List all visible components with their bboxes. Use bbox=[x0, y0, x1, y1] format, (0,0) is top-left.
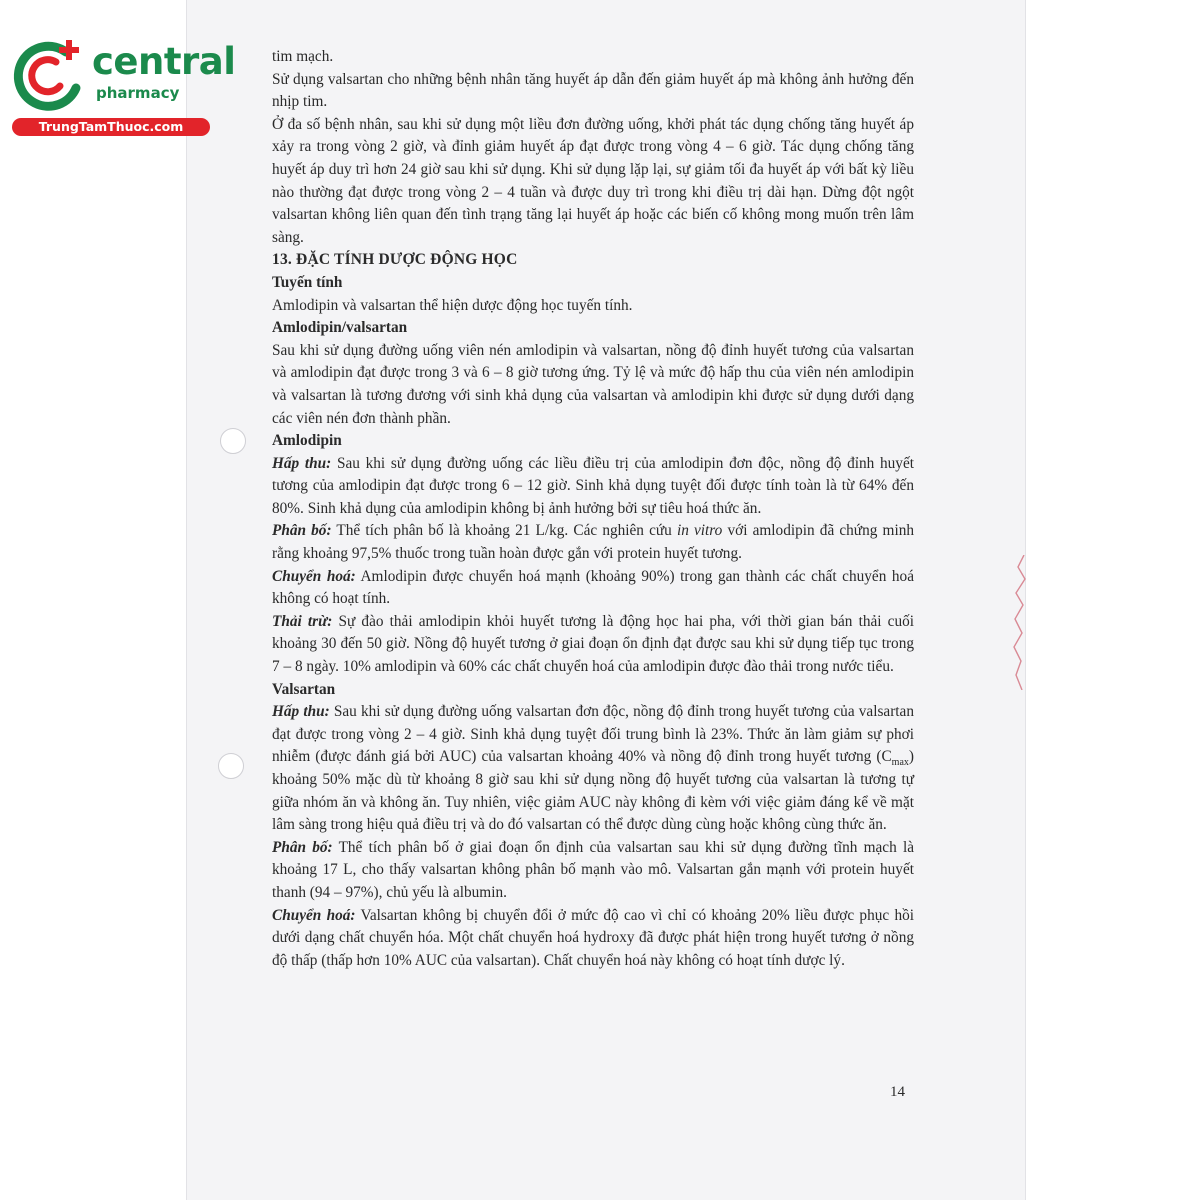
paragraph-text: ) khoảng 50% mặc dù từ khoảng 8 giờ sau khi sử dụng nồng độ huyết tương của valsartan là tương tự giữa nhóm ăn và không ăn. Tuy nhiên, việc giảm AUC này không đi kèm với việc giảm đáng kể về mặt lâm sàng trong hiệu quả điều trị và do đó valsartan có thể được dùng cùng hoặc không cùng thức ăn. bbox=[272, 748, 914, 834]
document-body bbox=[272, 46, 914, 972]
paragraph-text: Sự đào thải amlodipin khỏi huyết tương là động học hai pha, với thời gian bán thải cuối khoảng 30 đến 50 giờ. Nồng độ huyết tương ở giai đoạn ổn định đạt được sau khi sử dụng tiếp tục trong 7 – 8 ngày. 10% amlodipin và 60% các chất chuyển hoá của amlodipin được đào thải trong nước tiểu. bbox=[272, 612, 914, 676]
paragraph-amlodipin-distribution bbox=[272, 520, 914, 565]
paragraph-text: với amlodipin đã chứng minh rằng khoảng 97,5% thuốc trong tuần hoàn được gắn với protein huyết tương. bbox=[272, 522, 914, 563]
paragraph: Amlodipin và valsartan thể hiện dược động học tuyến tính. bbox=[272, 296, 633, 314]
paragraph-text: Thể tích phân bố là khoảng 21 L/kg. Các nghiên cứu bbox=[331, 522, 677, 540]
paragraph-amlodipin-elimination bbox=[272, 611, 914, 679]
inline-label: Chuyển hoá: bbox=[272, 906, 356, 924]
paragraph-text: Valsartan không bị chuyển đổi ở mức độ cao vì chỉ có khoảng 20% liều được phục hồi dưới dạng chất chuyển hóa. Một chất chuyển hoá hydroxy đã được phát hiện trong huyết tương ở nồng độ thấp (thấp hơn 10% AUC của valsartan). Chất chuyển hoá này không có hoạt tính dược lý. bbox=[272, 906, 914, 969]
inline-label: Phân bố: bbox=[272, 838, 333, 856]
logo-subtitle: pharmacy bbox=[96, 84, 180, 102]
paragraph-valsartan-metabolism bbox=[272, 905, 914, 973]
inline-label: Thải trừ: bbox=[272, 612, 333, 630]
subheading-amlodipin: Amlodipin bbox=[272, 432, 342, 450]
subheading-linear: Tuyến tính bbox=[272, 273, 343, 291]
paragraph-text: Amlodipin được chuyển hoá mạnh (khoảng 90%) trong gan thành các chất chuyển hoá không có hoạt tính. bbox=[272, 567, 914, 608]
paragraph: Sử dụng valsartan cho những bệnh nhân tăng huyết áp dẫn đến giảm huyết áp mà không ảnh hưởng đến nhịp tim. bbox=[272, 70, 914, 111]
page-number: 14 bbox=[890, 1084, 905, 1100]
paragraph-text: Sau khi sử dụng đường uống valsartan đơn độc, nồng độ đỉnh trong huyết tương của valsartan đạt được trong vòng 2 – 4 giờ. Sinh khả dụng tuyệt đối trung bình là 23%. Thức ăn làm giảm sự phơi nhiễm (được đánh giá bởi AUC) của valsartan khoảng 40% và nồng độ đỉnh trong huyết tương (C bbox=[272, 703, 914, 766]
paragraph-text: Sau khi sử dụng đường uống các liều điều trị của amlodipin đơn độc, nồng độ đỉnh huyết tương của amlodipin đạt được trong 6 – 12 giờ. Sinh khả dụng tuyệt đối được tính toàn là từ 64% đến 80%. Sinh khả dụng của amlodipin không bị ảnh hưởng bởi sự tiêu hoá thức ăn. bbox=[272, 454, 914, 517]
italic-term: in vitro bbox=[676, 522, 723, 540]
subscript-max: max bbox=[891, 757, 909, 769]
red-stamp-edge bbox=[1010, 555, 1030, 690]
paragraph: Sau khi sử dụng đường uống viên nén amlodipin và valsartan, nồng độ đỉnh huyết tương của valsartan và amlodipin đạt được trong 3 và 6 – 8 giờ tương ứng. Tỷ lệ và mức độ hấp thu của viên nén amlodipin và valsartan là tương đương với sinh khả dụng của valsartan và amlodipin khi được sử dụng dưới dạng các viên nén đơn thành phần. bbox=[272, 341, 914, 427]
pharmacy-cross-icon bbox=[10, 36, 90, 116]
paragraph-valsartan-absorption bbox=[272, 701, 914, 837]
section-heading: 13. ĐẶC TÍNH DƯỢC ĐỘNG HỌC bbox=[272, 251, 518, 269]
inline-label: Hấp thu: bbox=[272, 454, 332, 472]
inline-label: Phân bố: bbox=[272, 522, 332, 540]
paragraph-text: Thể tích phân bố ở giai đoạn ổn định của valsartan sau khi sử dụng đường tĩnh mạch là khoảng 17 L, cho thấy valsartan không phân bố mạnh vào mô. Valsartan gắn mạnh với protein huyết thanh (94 – 97%), chủ yếu là albumin. bbox=[272, 838, 914, 901]
paragraph-amlodipin-metabolism bbox=[272, 566, 914, 611]
central-pharmacy-logo[interactable] bbox=[10, 36, 236, 136]
paragraph-valsartan-distribution bbox=[272, 837, 914, 905]
paragraph: tim mạch. bbox=[272, 48, 334, 65]
punch-hole-bottom bbox=[218, 753, 244, 779]
subheading-valsartan: Valsartan bbox=[272, 680, 336, 698]
inline-label: Hấp thu: bbox=[272, 703, 330, 721]
logo-wordmark: central bbox=[92, 40, 236, 83]
paragraph: Ở đa số bệnh nhân, sau khi sử dụng một liều đơn đường uống, khởi phát tác dụng chống tăng huyết áp xảy ra trong vòng 2 giờ, và đỉnh giảm huyết áp đạt được trong vòng 4 – 6 giờ. Tác dụng chống tăng huyết áp duy trì hơn 24 giờ sau khi sử dụng. Khi sử dụng lặp lại, sự giảm tối đa huyết áp với bất kỳ liều nào thường đạt được trong vòng 2 – 4 tuần và được duy trì trong khi điều trị dài hạn. Dừng đột ngột valsartan không liên quan đến tình trạng tăng lại huyết áp hoặc các biến cố không mong muốn trên lâm sàng. bbox=[272, 115, 914, 246]
inline-label: Chuyển hoá: bbox=[272, 567, 356, 585]
punch-hole-top bbox=[220, 428, 246, 454]
paragraph-amlodipin-absorption bbox=[272, 453, 914, 521]
subheading-combination: Amlodipin/valsartan bbox=[272, 319, 408, 337]
logo-site-banner: TrungTamThuoc.com bbox=[12, 118, 210, 136]
